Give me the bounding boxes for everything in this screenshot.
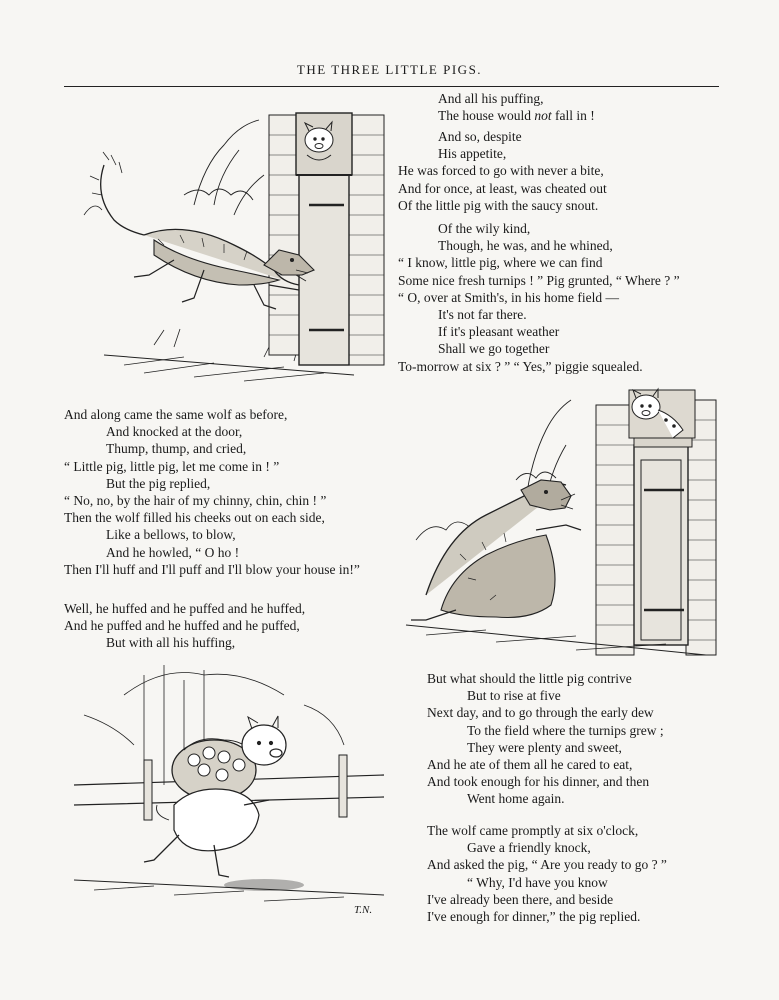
artist-signature: T.N. [354,904,373,916]
poem-right-bottom-stanza-1 [427,670,664,808]
bushes [84,120,264,215]
poem-line: He was forced to go with never a bite, [398,163,604,179]
poem-line: And so, despite [438,129,522,144]
poem-line: “ O, over at Smith's, in his home field — [398,289,620,305]
illustration-wolf-at-door [64,95,394,390]
poem-line: But to rise at five [467,688,561,704]
poem-line: And he howled, “ O ho ! [106,544,240,560]
poem-line: “ I know, little pig, where we can find [398,255,603,271]
poem-line: And he ate of them all he cared to eat, [427,757,633,773]
door [634,435,692,645]
poem-line: His appetite, [438,146,507,162]
poem-line: To-morrow at six ? ” “ Yes,” piggie squealed. [398,358,643,374]
poem-line: I've already been there, and beside [427,891,614,907]
illustration-pig-with-basket [64,655,394,930]
poem-line: Thump, thump, and cried, [106,441,247,457]
poem-line: They were plenty and sweet, [467,739,622,755]
poem-line: Like a bellows, to blow, [106,527,236,543]
poem-line: I've enough for dinner,” the pig replied. [427,909,641,925]
poem-line: To the field where the turnips grew ; [467,722,664,738]
page-header: THE THREE LITTLE PIGS. [296,62,483,77]
poem-right-bottom-stanza-2 [427,822,667,925]
wolf-sitting [411,480,581,620]
poem-line: “ Little pig, little pig, let me come in ! ” [64,458,280,474]
poem-line: But with all his huffing, [106,635,236,651]
poem-line: But what should the little pig contrive [427,671,632,686]
poem-line: Some nice fresh turnips ! ” Pig grunted, “ Where ? ” [398,272,680,288]
poem-right-top-stanza-2 [398,128,607,214]
poem-line: If it's pleasant weather [438,324,560,340]
poem-line: “ No, no, by the hair of my chinny, chin, chin ! ” [64,493,327,509]
poem-line: But the pig replied, [106,475,211,491]
poem-line: The house would not fall in ! [438,108,595,124]
ground-hatching [74,879,384,901]
poem-line: Went home again. [467,791,565,807]
poem-line: And he puffed and he huffed and he puffed, [64,618,300,634]
illustration-wolf-howling [396,380,721,665]
poem-line: And took enough for his dinner, and then [427,774,650,790]
poem-line: And along came the same wolf as before, [64,407,288,422]
poem-line: Shall we go together [438,341,550,357]
illustration-pig-with-basket-art [64,655,394,930]
poem-left-stanza-1 [64,406,360,578]
poem-line: It's not far there. [438,307,527,323]
poem-line: And for once, at least, was cheated out [398,180,607,196]
poem-line: Of the wily kind, [438,221,531,236]
header-rule [64,86,719,87]
illustration-wolf-at-door-art [64,95,394,390]
poem-line: Of the little pig with the saucy snout. [398,197,599,213]
poem-line: Then I'll huff and I'll puff and I'll blow your house in!” [64,561,360,577]
poem-right-top-stanza-3 [398,220,680,375]
poem-left-stanza-2 [64,600,305,652]
poem-line: Well, he huffed and he puffed and he huffed, [64,601,306,616]
poem-line: Next day, and to go through the early dew [427,705,654,721]
poem-line: Then the wolf filled his cheeks out on each side, [64,510,325,526]
poem-line: And knocked at the door, [106,424,243,440]
poem-line: Gave a friendly knock, [467,840,591,856]
poem-right-top-stanza-1 [398,90,595,124]
poem-line: And all his puffing, [438,91,544,106]
poem-line: And asked the pig, “ Are you ready to go ? ” [427,857,667,873]
poem-line: Though, he was, and he whined, [438,238,613,254]
pig-in-window [629,389,695,438]
poem-line: The wolf came promptly at six o'clock, [427,823,639,838]
poem-line: “ Why, I'd have you know [467,874,608,890]
illustration-wolf-howling-art [396,380,721,665]
